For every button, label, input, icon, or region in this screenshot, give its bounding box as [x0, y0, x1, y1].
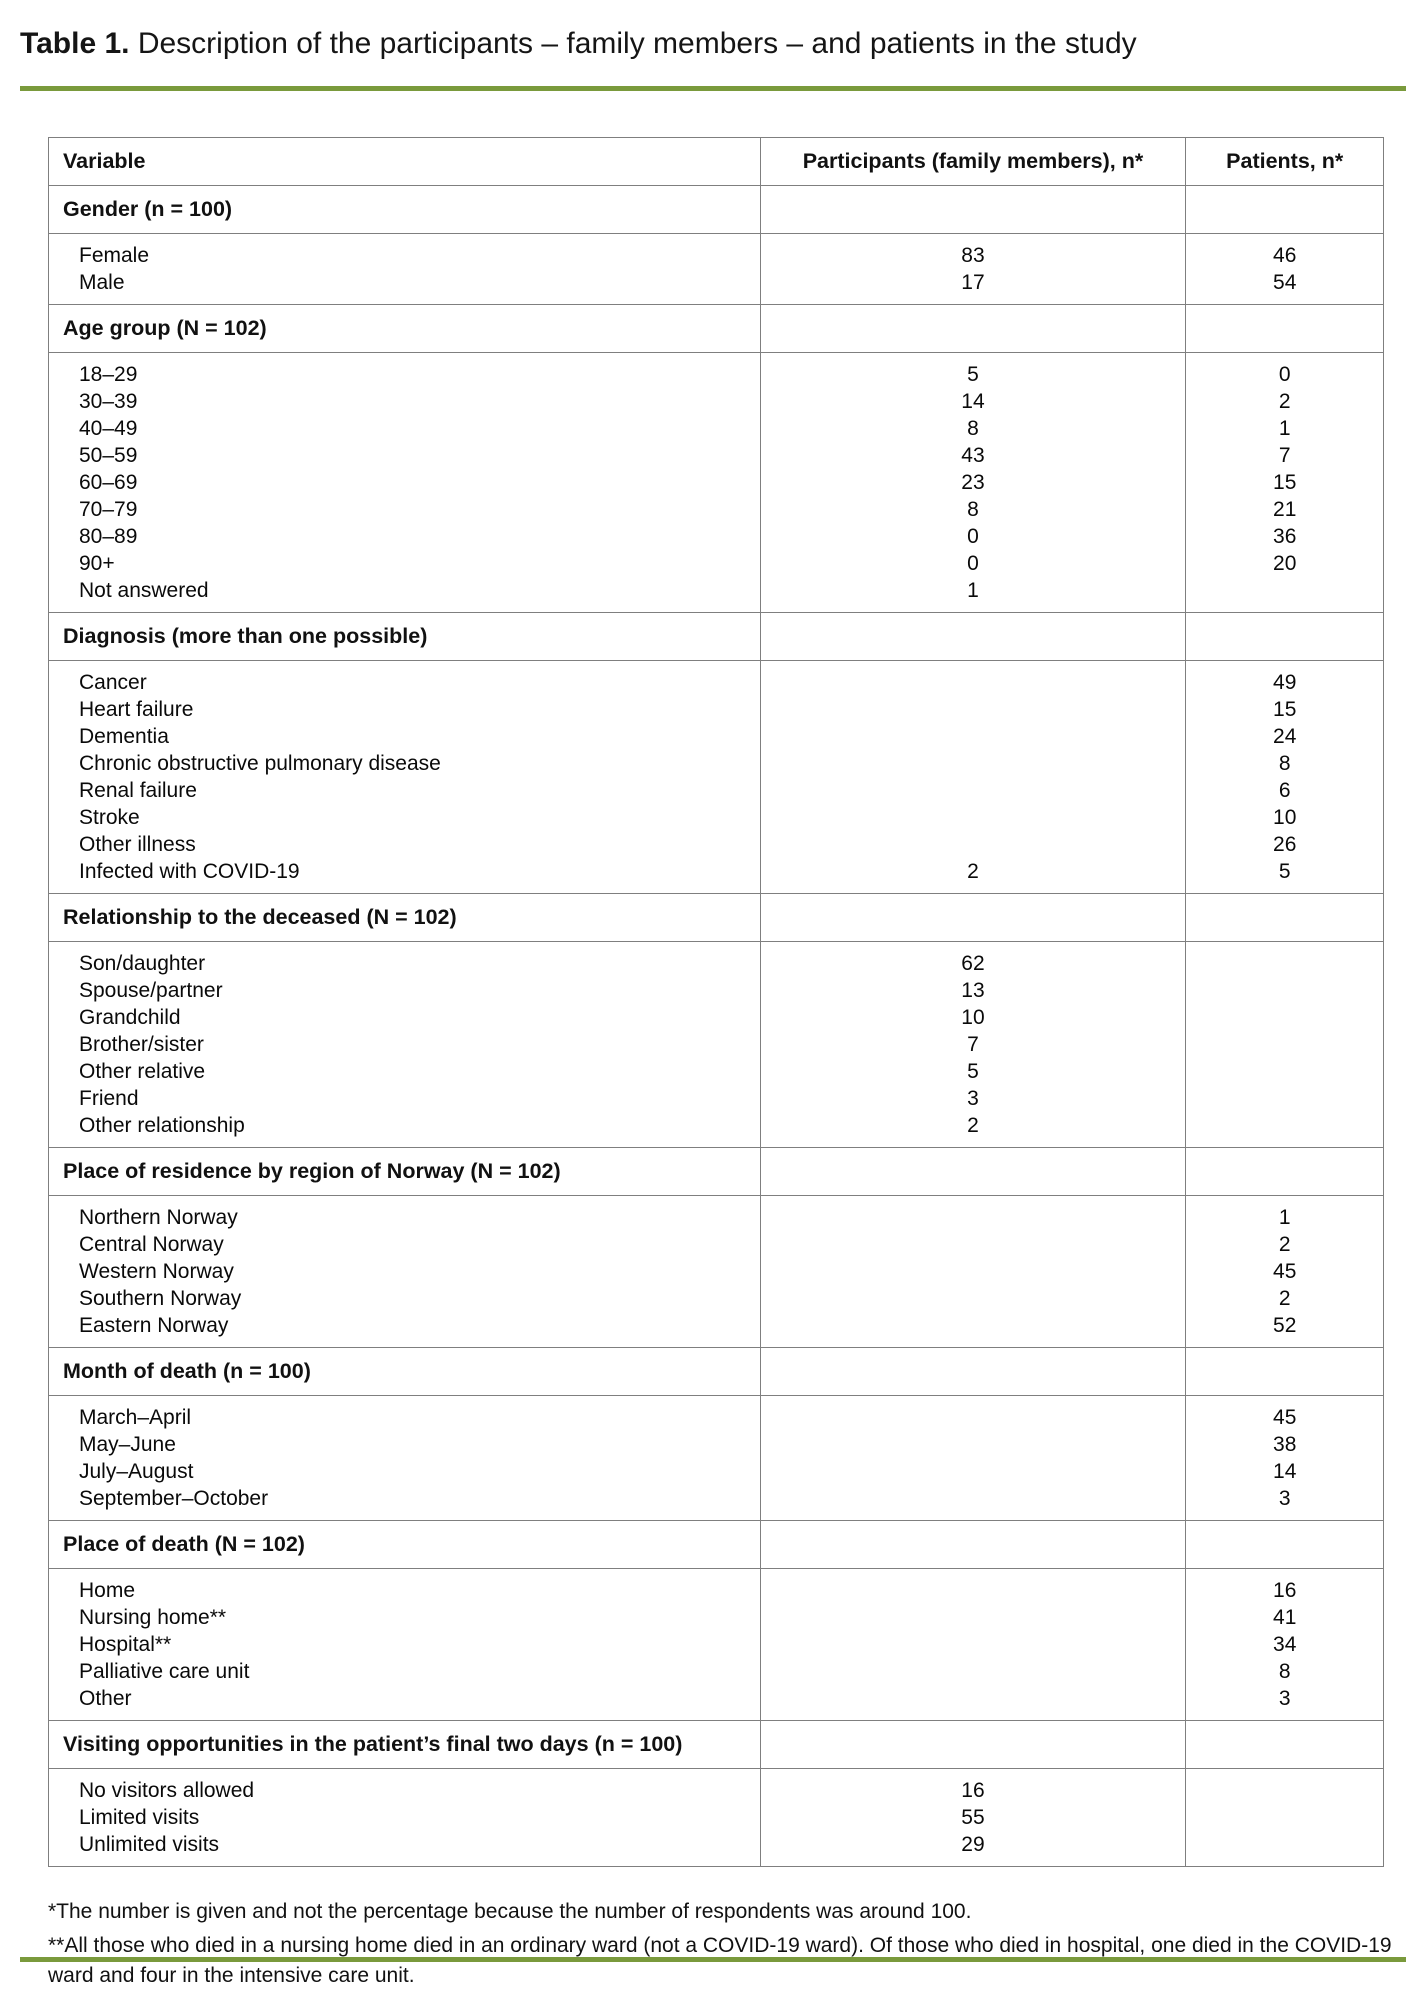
- section-row: [49, 894, 1384, 942]
- row-value: 16: [961, 1779, 985, 1802]
- row-label: Spouse/partner: [79, 979, 223, 1002]
- variable-cell: [49, 661, 761, 894]
- row-value: 20: [1273, 552, 1297, 575]
- row-value: 15: [1273, 471, 1297, 494]
- row-value: 21: [1273, 498, 1297, 521]
- patients-cell: [1186, 1196, 1384, 1348]
- row-value: [761, 1431, 1186, 1458]
- row-label: Dementia: [79, 725, 169, 748]
- participants-cell: [760, 234, 1186, 305]
- row-value: 2: [1278, 390, 1291, 413]
- row-value: [1186, 577, 1383, 604]
- row-label: Brother/sister: [79, 1033, 204, 1056]
- participants-cell: [760, 1196, 1186, 1348]
- data-row: [49, 353, 1384, 613]
- section-row: [49, 305, 1384, 353]
- variable-cell: [49, 942, 761, 1148]
- variable-cell: [49, 234, 761, 305]
- row-value: [1186, 950, 1383, 977]
- row-label: September–October: [79, 1487, 269, 1510]
- row-value: 10: [1273, 806, 1297, 829]
- row-value: 5: [1278, 860, 1291, 883]
- row-value: 26: [1273, 833, 1297, 856]
- row-label: 80–89: [79, 525, 138, 548]
- row-value: [761, 804, 1186, 831]
- row-value: 8: [967, 417, 979, 440]
- row-value: [761, 750, 1186, 777]
- section-row: [49, 1348, 1384, 1396]
- participants-cell: [760, 353, 1186, 613]
- row-label: Northern Norway: [79, 1206, 238, 1229]
- top-rule: [20, 86, 1406, 91]
- row-value: 52: [1273, 1314, 1297, 1337]
- section-header: Diagnosis (more than one possible): [49, 613, 761, 661]
- column-header-participants: Participants (family members), n*: [760, 138, 1186, 186]
- row-label: Stroke: [79, 806, 140, 829]
- row-value: 49: [1273, 671, 1297, 694]
- row-label: Western Norway: [79, 1260, 234, 1283]
- footnote-1: *The number is given and not the percentage because the number of respondents was around 100.: [48, 1900, 972, 1923]
- section-empty-cell: [1186, 1521, 1384, 1569]
- row-value: 10: [961, 1006, 985, 1029]
- row-value: 24: [1273, 725, 1297, 748]
- row-value: 5: [967, 363, 979, 386]
- row-value: [761, 1404, 1186, 1431]
- patients-cell: [1186, 942, 1384, 1148]
- row-label: Other relationship: [79, 1114, 245, 1137]
- patients-cell: [1186, 661, 1384, 894]
- row-label: 70–79: [79, 498, 138, 521]
- row-label: July–August: [79, 1460, 194, 1483]
- row-value: [761, 1658, 1186, 1685]
- section-empty-cell: [1186, 1348, 1384, 1396]
- row-value: 13: [961, 979, 985, 1002]
- row-label: Eastern Norway: [79, 1314, 229, 1337]
- participants-cell: [760, 661, 1186, 894]
- row-value: [761, 1458, 1186, 1485]
- row-value: 15: [1273, 698, 1297, 721]
- row-value: 1: [967, 579, 979, 602]
- section-header: Month of death (n = 100): [49, 1348, 761, 1396]
- patients-cell: [1186, 1569, 1384, 1721]
- section-header: Place of residence by region of Norway (N = 102): [49, 1148, 761, 1196]
- participants-cell: [760, 942, 1186, 1148]
- row-value: 14: [961, 390, 985, 413]
- row-value: [1186, 977, 1383, 1004]
- row-value: 55: [961, 1806, 985, 1829]
- row-value: [1186, 1112, 1383, 1139]
- row-value: 29: [961, 1833, 985, 1856]
- row-value: 41: [1273, 1606, 1297, 1629]
- section-empty-cell: [760, 894, 1186, 942]
- row-label: 50–59: [79, 444, 138, 467]
- row-value: 5: [967, 1060, 979, 1083]
- section-empty-cell: [760, 1148, 1186, 1196]
- variable-cell: [49, 1196, 761, 1348]
- row-value: [761, 723, 1186, 750]
- variable-cell: [49, 1569, 761, 1721]
- row-value: [761, 1231, 1186, 1258]
- row-label: 40–49: [79, 417, 138, 440]
- section-empty-cell: [760, 1521, 1186, 1569]
- row-label: Limited visits: [79, 1806, 200, 1829]
- row-value: 0: [967, 552, 979, 575]
- row-value: [761, 1685, 1186, 1712]
- section-empty-cell: [760, 1348, 1186, 1396]
- row-label: Southern Norway: [79, 1287, 242, 1310]
- row-label: Nursing home**: [79, 1606, 227, 1629]
- participants-cell: [760, 1769, 1186, 1867]
- row-label: No visitors allowed: [79, 1779, 255, 1802]
- row-value: [761, 1577, 1186, 1604]
- row-value: [1186, 1777, 1383, 1804]
- section-empty-cell: [1186, 1148, 1384, 1196]
- column-header-patients: Patients, n*: [1186, 138, 1384, 186]
- data-row: [49, 1769, 1384, 1867]
- row-value: 17: [961, 271, 985, 294]
- section-empty-cell: [760, 186, 1186, 234]
- row-value: 23: [961, 471, 985, 494]
- row-value: [761, 1485, 1186, 1512]
- row-value: 14: [1273, 1460, 1297, 1483]
- row-value: [1186, 1004, 1383, 1031]
- row-value: 8: [1278, 752, 1291, 775]
- row-value: 16: [1273, 1579, 1297, 1602]
- row-label: Male: [79, 271, 125, 294]
- data-row: [49, 1569, 1384, 1721]
- section-header: Age group (N = 102): [49, 305, 761, 353]
- row-label: Central Norway: [79, 1233, 224, 1256]
- section-empty-cell: [760, 305, 1186, 353]
- row-value: [1186, 1831, 1383, 1858]
- row-value: [761, 831, 1186, 858]
- row-value: [761, 777, 1186, 804]
- section-header: Visiting opportunities in the patient’s final two days (n = 100): [49, 1721, 761, 1769]
- row-label: May–June: [79, 1433, 176, 1456]
- row-label: 30–39: [79, 390, 138, 413]
- row-value: 62: [961, 952, 985, 975]
- column-header-variable: Variable: [49, 138, 761, 186]
- row-value: [1186, 1031, 1383, 1058]
- row-label: Other illness: [79, 833, 196, 856]
- row-value: 43: [961, 444, 985, 467]
- data-row: [49, 1196, 1384, 1348]
- row-value: 8: [967, 498, 979, 521]
- section-empty-cell: [1186, 186, 1384, 234]
- row-label: Other relative: [79, 1060, 206, 1083]
- row-value: [761, 1312, 1186, 1339]
- row-label: Not answered: [79, 579, 209, 602]
- patients-cell: [1186, 1396, 1384, 1521]
- footnotes: [48, 1897, 1400, 1991]
- row-label: Heart failure: [79, 698, 194, 721]
- row-value: [761, 1631, 1186, 1658]
- section-header: Gender (n = 100): [49, 186, 761, 234]
- footnote-2: **All those who died in a nursing home died in an ordinary ward (not a COVID-19 ward). Of those who died in hospital, one died in the COVID-19 ward and four in the intensive care unit.: [48, 1934, 1392, 1987]
- row-value: 2: [967, 860, 979, 883]
- variable-cell: [49, 1396, 761, 1521]
- study-table-head: [49, 138, 1384, 186]
- table-title-text: Description of the participants – family members – and patients in the study: [129, 27, 1137, 60]
- row-label: Home: [79, 1579, 136, 1602]
- patients-cell: [1186, 353, 1384, 613]
- row-value: 38: [1273, 1433, 1297, 1456]
- row-value: [1186, 1058, 1383, 1085]
- row-label: 18–29: [79, 363, 138, 386]
- section-header: Relationship to the deceased (N = 102): [49, 894, 761, 942]
- section-row: [49, 1521, 1384, 1569]
- table-title-label: Table 1.: [20, 27, 130, 60]
- row-label: 90+: [79, 552, 115, 575]
- row-label: March–April: [79, 1406, 192, 1429]
- row-label: Unlimited visits: [79, 1833, 220, 1856]
- row-value: [761, 1604, 1186, 1631]
- data-row: [49, 661, 1384, 894]
- row-value: [761, 1204, 1186, 1231]
- section-row: [49, 186, 1384, 234]
- section-empty-cell: [1186, 894, 1384, 942]
- section-empty-cell: [1186, 613, 1384, 661]
- row-label: Chronic obstructive pulmonary disease: [79, 752, 441, 775]
- row-label: Hospital**: [79, 1633, 172, 1656]
- patients-cell: [1186, 234, 1384, 305]
- section-header: Place of death (N = 102): [49, 1521, 761, 1569]
- row-value: 1: [1278, 1206, 1291, 1229]
- row-value: 34: [1273, 1633, 1297, 1656]
- row-value: [1186, 1804, 1383, 1831]
- variable-cell: [49, 353, 761, 613]
- row-label: Renal failure: [79, 779, 197, 802]
- section-empty-cell: [760, 1721, 1186, 1769]
- row-value: 3: [1278, 1687, 1291, 1710]
- row-value: 36: [1273, 525, 1297, 548]
- row-label: 60–69: [79, 471, 138, 494]
- section-row: [49, 1721, 1384, 1769]
- header-row: [49, 138, 1384, 186]
- row-value: [761, 1258, 1186, 1285]
- row-label: Cancer: [79, 671, 147, 694]
- patients-cell: [1186, 1769, 1384, 1867]
- row-value: 1: [1278, 417, 1291, 440]
- row-value: 0: [967, 525, 979, 548]
- row-value: 7: [967, 1033, 979, 1056]
- row-value: 54: [1273, 271, 1297, 294]
- study-table-body: [49, 186, 1384, 1867]
- row-label: Palliative care unit: [79, 1660, 250, 1683]
- row-value: 2: [967, 1114, 979, 1137]
- row-value: 6: [1278, 779, 1291, 802]
- row-value: [761, 696, 1186, 723]
- row-value: 2: [1278, 1287, 1291, 1310]
- row-value: [1186, 1085, 1383, 1112]
- data-row: [49, 942, 1384, 1148]
- row-value: [761, 669, 1186, 696]
- row-label: Female: [79, 244, 150, 267]
- bottom-rule: [20, 1957, 1406, 1962]
- row-value: 3: [967, 1087, 979, 1110]
- section-empty-cell: [1186, 305, 1384, 353]
- row-value: 45: [1273, 1406, 1297, 1429]
- data-row: [49, 234, 1384, 305]
- row-value: 83: [961, 244, 985, 267]
- row-value: 0: [1278, 363, 1291, 386]
- study-table: [48, 137, 1384, 1867]
- row-value: 45: [1273, 1260, 1297, 1283]
- row-value: [761, 1285, 1186, 1312]
- section-row: [49, 613, 1384, 661]
- row-value: 8: [1278, 1660, 1291, 1683]
- row-label: Friend: [79, 1087, 139, 1110]
- section-empty-cell: [760, 613, 1186, 661]
- row-label: Grandchild: [79, 1006, 181, 1029]
- section-row: [49, 1148, 1384, 1196]
- row-label: Infected with COVID-19: [79, 860, 300, 883]
- participants-cell: [760, 1396, 1186, 1521]
- section-empty-cell: [1186, 1721, 1384, 1769]
- table-title: [20, 26, 1406, 62]
- data-row: [49, 1396, 1384, 1521]
- row-value: 7: [1278, 444, 1291, 467]
- row-value: 2: [1278, 1233, 1291, 1256]
- row-label: Son/daughter: [79, 952, 206, 975]
- row-value: 3: [1278, 1487, 1291, 1510]
- variable-cell: [49, 1769, 761, 1867]
- row-value: 46: [1273, 244, 1297, 267]
- row-label: Other: [79, 1687, 132, 1710]
- participants-cell: [760, 1569, 1186, 1721]
